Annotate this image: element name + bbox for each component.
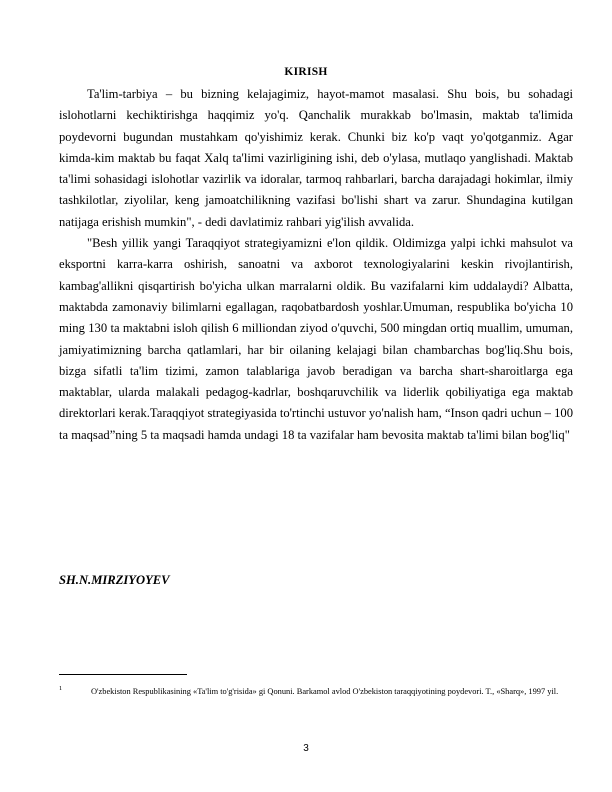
footnote-marker: 1 bbox=[59, 685, 63, 692]
page-number: 3 bbox=[303, 743, 309, 754]
body-text bbox=[59, 84, 573, 446]
paragraph-2: "Besh yillik yangi Taraqqiyot strategiyamizni e'lon qildik. Oldimizga yalpi ichki mahsulot va eksportni karra-karra oshirish, sanoatni va axborot texnologiyalarini keskin rivojlantirish, kambag'allikni qisqartirish bo'yicha ulkan marralarni oldik. Bu vazifalarni kim uddalaydi? Albatta, maktabda zamonaviy bilimlarni egallagan, raqobatbardosh yoshlar.Umuman, respublika bo'yicha 10 ming 130 ta maktabni isloh qilish 6 milliondan ziyod o'quvchi, 500 mingdan ortiq muallim, umuman, jamiyatimizning barcha qatlamlari, har bir oilaning kelajagi bilan chambarchas bog'liq.Shu bois, bizga sifatli ta'lim tizimi, zamon talablariga javob beradigan va barcha shart-sharoitlarga ega maktablar, ularda malakali pedagog-kadrlar, boshqaruvchilik va liderlik qobiliyatiga ega maktab direktorlari kerak.Taraqqiyot strategiyasida to'rtinchi ustuvor yo'nalish ham, “Inson qadri uchun – 100 ta maqsad”ning 5 ta maqsadi hamda undagi 18 ta vazifalar ham bevosita maktab ta'limi bilan bog'liq" bbox=[59, 236, 573, 442]
author-signature: SH.N.MIRZIYOYEV bbox=[59, 573, 170, 587]
page-title: KIRISH bbox=[284, 66, 328, 78]
paragraph-1: Ta'lim-tarbiya – bu bizning kelajagimiz, hayot-mamot masalasi. Shu bois, bu sohadagi islohotlarni kechiktirishga haqqimiz yo'q. Qanchalik murakkab bo'lmasin, maktab ta'limida poydevorni bugundan mustahkam qo'yishimiz kerak. Chunki biz ko'p vaqt yo'qotganmiz. Agar kimda-kim maktab bu faqat Xalq ta'limi vazirligining ishi, deb o'ylasa, mutlaqo yanglishadi. Maktab ta'limi sohasidagi islohotlar vazirlik va idoralar, tarmoq rahbarlari, barcha darajadagi hokimlar, ilmiy tashkilotlar, ziyolilar, keng jamoatchilikning vazifasi bo'lishi shart va zarur. Shundagina kutilgan natijaga erishish mumkin", - dedi davlatimiz rahbari yig'ilish avvalida. bbox=[59, 87, 573, 229]
footnote-text: O'zbekiston Respublikasining «Ta'lim to'g'risida» gi Qonuni. Barkamol avlod O'zbekiston taraqqiyotining poydevori. T., «Sharq», 1997 yil. bbox=[91, 687, 559, 696]
footnote-divider bbox=[59, 674, 187, 675]
footnote bbox=[59, 684, 573, 699]
